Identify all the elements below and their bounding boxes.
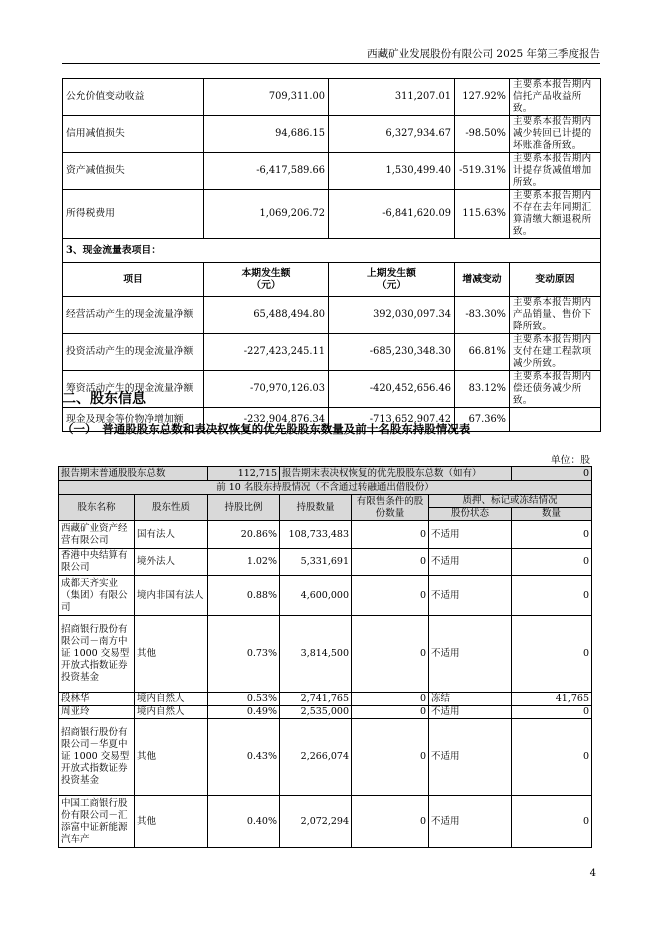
- table-row: [59, 576, 592, 616]
- financial-changes-table: [62, 78, 601, 432]
- total-value: 112,715: [208, 467, 280, 481]
- nature-cell: 境内自然人: [135, 693, 208, 706]
- top10-title-row: [59, 481, 592, 495]
- header-restricted: 有限售条件的股份数量: [352, 495, 429, 521]
- table-row: [59, 549, 592, 576]
- nature-cell: 境内自然人: [135, 706, 208, 719]
- status-cell: 不适用: [429, 549, 512, 576]
- name-cell: 周亚玲: [59, 706, 135, 719]
- restricted-cell: 0: [352, 521, 429, 549]
- current-cell: -227,423,245.11: [204, 334, 329, 371]
- subsection-title: （一） 普通股股东总数和表决权恢复的优先股股东数量及前十名股东持股情况表: [62, 422, 471, 436]
- name-cell: 中国工商银行股份有限公司－汇添富中证新能源汽车产: [59, 796, 135, 848]
- restricted-cell: 0: [352, 693, 429, 706]
- reason-cell: 主要系本报告期内偿还债务减少所致。: [510, 371, 601, 408]
- reason-cell: 主要系本报告期内减少转回已计提的坏账准备所致。: [510, 116, 601, 153]
- qty-cell: 4,600,000: [280, 576, 352, 616]
- change-cell: 83.12%: [455, 371, 510, 408]
- section-title: 二、股东信息: [62, 391, 146, 407]
- qty-cell: 5,331,691: [280, 549, 352, 576]
- header-item: 项目: [63, 263, 204, 297]
- prior-cell: -6,841,620.09: [329, 190, 455, 239]
- count-cell: 0: [512, 616, 592, 693]
- name-cell: 招商银行股份有限公司－华夏中证 1000 交易型开放式指数证券投资基金: [59, 719, 135, 796]
- status-cell: 不适用: [429, 719, 512, 796]
- shareholders-table: [58, 466, 592, 848]
- header-pledge-group: 质押、标记或冻结情况: [429, 495, 592, 508]
- nature-cell: 其他: [135, 616, 208, 693]
- status-cell: 不适用: [429, 576, 512, 616]
- page-header: 西藏矿业发展股份有限公司 2025 年第三季度报告: [367, 48, 600, 60]
- header-count: 数量: [512, 508, 592, 521]
- prior-cell: 6,327,934.67: [329, 116, 455, 153]
- nature-cell: 国有法人: [135, 521, 208, 549]
- qty-cell: 108,733,483: [280, 521, 352, 549]
- table-row: [59, 796, 592, 848]
- page-number: 4: [589, 868, 596, 879]
- count-cell: 0: [512, 549, 592, 576]
- name-cell: 招商银行股份有限公司－南方中证 1000 交易型开放式指数证券投资基金: [59, 616, 135, 693]
- item-cell: 信用减值损失: [63, 116, 204, 153]
- ratio-cell: 0.53%: [208, 693, 280, 706]
- table-row: [63, 334, 601, 371]
- reason-cell: 主要系本报告期内信托产品收益所致。: [510, 79, 601, 116]
- ratio-cell: 0.49%: [208, 706, 280, 719]
- item-cell: 现金及现金等价物净增加额: [63, 408, 204, 432]
- ratio-cell: 0.43%: [208, 719, 280, 796]
- table-row: [59, 719, 592, 796]
- header-change: 增减变动: [455, 263, 510, 297]
- count-cell: 0: [512, 706, 592, 719]
- header-nature: 股东性质: [135, 495, 208, 521]
- status-cell: 不适用: [429, 616, 512, 693]
- total-shareholders-row: [59, 467, 592, 481]
- status-cell: 不适用: [429, 521, 512, 549]
- table-row: [63, 79, 601, 116]
- restricted-cell: 0: [352, 706, 429, 719]
- status-cell: 冻结: [429, 693, 512, 706]
- prior-cell: 1,530,499.40: [329, 153, 455, 190]
- name-cell: 西藏矿业资产经营有限公司: [59, 521, 135, 549]
- nature-cell: 境外法人: [135, 549, 208, 576]
- qty-cell: 2,741,765: [280, 693, 352, 706]
- item-cell: 经营活动产生的现金流量净额: [63, 297, 204, 334]
- qty-cell: 2,266,074: [280, 719, 352, 796]
- table-row: [59, 521, 592, 549]
- restricted-cell: 0: [352, 719, 429, 796]
- reason-cell: 主要系本报告期内计提存货减值增加所致。: [510, 153, 601, 190]
- item-cell: 筹资活动产生的现金流量净额: [63, 371, 204, 408]
- current-cell: 709,311.00: [204, 79, 329, 116]
- section-title-row: [63, 239, 601, 263]
- current-cell: -70,970,126.03: [204, 371, 329, 408]
- header-divider: [62, 63, 600, 64]
- count-cell: 0: [512, 576, 592, 616]
- change-cell: 66.81%: [455, 334, 510, 371]
- current-cell: -232,904,876.34: [204, 408, 329, 432]
- header-status: 股份状态: [429, 508, 512, 521]
- prior-cell: 311,207.01: [329, 79, 455, 116]
- qty-cell: 3,814,500: [280, 616, 352, 693]
- ratio-cell: 0.73%: [208, 616, 280, 693]
- reason-cell: 主要系本报告期内产品销量、售价下降所致。: [510, 297, 601, 334]
- nature-cell: 其他: [135, 719, 208, 796]
- table-header-row: [59, 495, 592, 508]
- count-cell: 0: [512, 796, 592, 848]
- cashflow-section-title: 3、现金流量表项目：: [63, 239, 601, 263]
- total-label: 报告期末普通股股东总数: [59, 467, 208, 481]
- name-cell: 香港中央结算有限公司: [59, 549, 135, 576]
- ratio-cell: 0.88%: [208, 576, 280, 616]
- restricted-cell: 0: [352, 576, 429, 616]
- ratio-cell: 20.86%: [208, 521, 280, 549]
- count-cell: 41,765: [512, 693, 592, 706]
- header-qty: 持股数量: [280, 495, 352, 521]
- name-cell: 成都天齐实业（集团）有限公司: [59, 576, 135, 616]
- unit-label: 单位：股: [550, 455, 590, 466]
- table-row: [63, 153, 601, 190]
- count-cell: 0: [512, 719, 592, 796]
- prior-cell: 392,030,097.34: [329, 297, 455, 334]
- change-cell: -98.50%: [455, 116, 510, 153]
- change-cell: 127.92%: [455, 79, 510, 116]
- prior-cell: -713,652,907.42: [329, 408, 455, 432]
- item-cell: 所得税费用: [63, 190, 204, 239]
- table-row: [59, 706, 592, 719]
- header-reason: 变动原因: [510, 263, 601, 297]
- name-cell: 段林华: [59, 693, 135, 706]
- header-current: 本期发生额 （元）: [204, 263, 329, 297]
- prior-cell: -420,452,656.46: [329, 371, 455, 408]
- change-cell: -519.31%: [455, 153, 510, 190]
- pref-value: 0: [512, 467, 592, 481]
- table-row: [59, 693, 592, 706]
- current-cell: 1,069,206.72: [204, 190, 329, 239]
- item-cell: 投资活动产生的现金流量净额: [63, 334, 204, 371]
- current-cell: 65,488,494.80: [204, 297, 329, 334]
- qty-cell: 2,535,000: [280, 706, 352, 719]
- qty-cell: 2,072,294: [280, 796, 352, 848]
- change-cell: -83.30%: [455, 297, 510, 334]
- current-cell: 94,686.15: [204, 116, 329, 153]
- change-cell: 115.63%: [455, 190, 510, 239]
- header-ratio: 持股比例: [208, 495, 280, 521]
- reason-cell: 主要系本报告期内不存在去年同期汇算清缴大额退税所致。: [510, 190, 601, 239]
- header-name: 股东名称: [59, 495, 135, 521]
- ratio-cell: 1.02%: [208, 549, 280, 576]
- restricted-cell: 0: [352, 549, 429, 576]
- table-header-row: [63, 263, 601, 297]
- status-cell: 不适用: [429, 706, 512, 719]
- pref-label: 报告期末表决权恢复的优先股股东总数（如有）: [280, 467, 512, 481]
- reason-cell: 主要系本报告期内支付在建工程款项减少所致。: [510, 334, 601, 371]
- table-row: [59, 616, 592, 693]
- status-cell: 不适用: [429, 796, 512, 848]
- top10-title: 前 10 名股东持股情况（不含通过转融通出借股份）: [59, 481, 592, 495]
- change-cell: 67.36%: [455, 408, 510, 432]
- current-cell: -6,417,589.66: [204, 153, 329, 190]
- table-row: [63, 116, 601, 153]
- header-prior: 上期发生额 （元）: [329, 263, 455, 297]
- reason-cell: [510, 408, 601, 432]
- restricted-cell: 0: [352, 616, 429, 693]
- nature-cell: 其他: [135, 796, 208, 848]
- restricted-cell: 0: [352, 796, 429, 848]
- ratio-cell: 0.40%: [208, 796, 280, 848]
- count-cell: 0: [512, 521, 592, 549]
- nature-cell: 境内非国有法人: [135, 576, 208, 616]
- table-row: [63, 190, 601, 239]
- item-cell: 资产减值损失: [63, 153, 204, 190]
- table-row: [63, 297, 601, 334]
- prior-cell: -685,230,348.30: [329, 334, 455, 371]
- item-cell: 公允价值变动收益: [63, 79, 204, 116]
